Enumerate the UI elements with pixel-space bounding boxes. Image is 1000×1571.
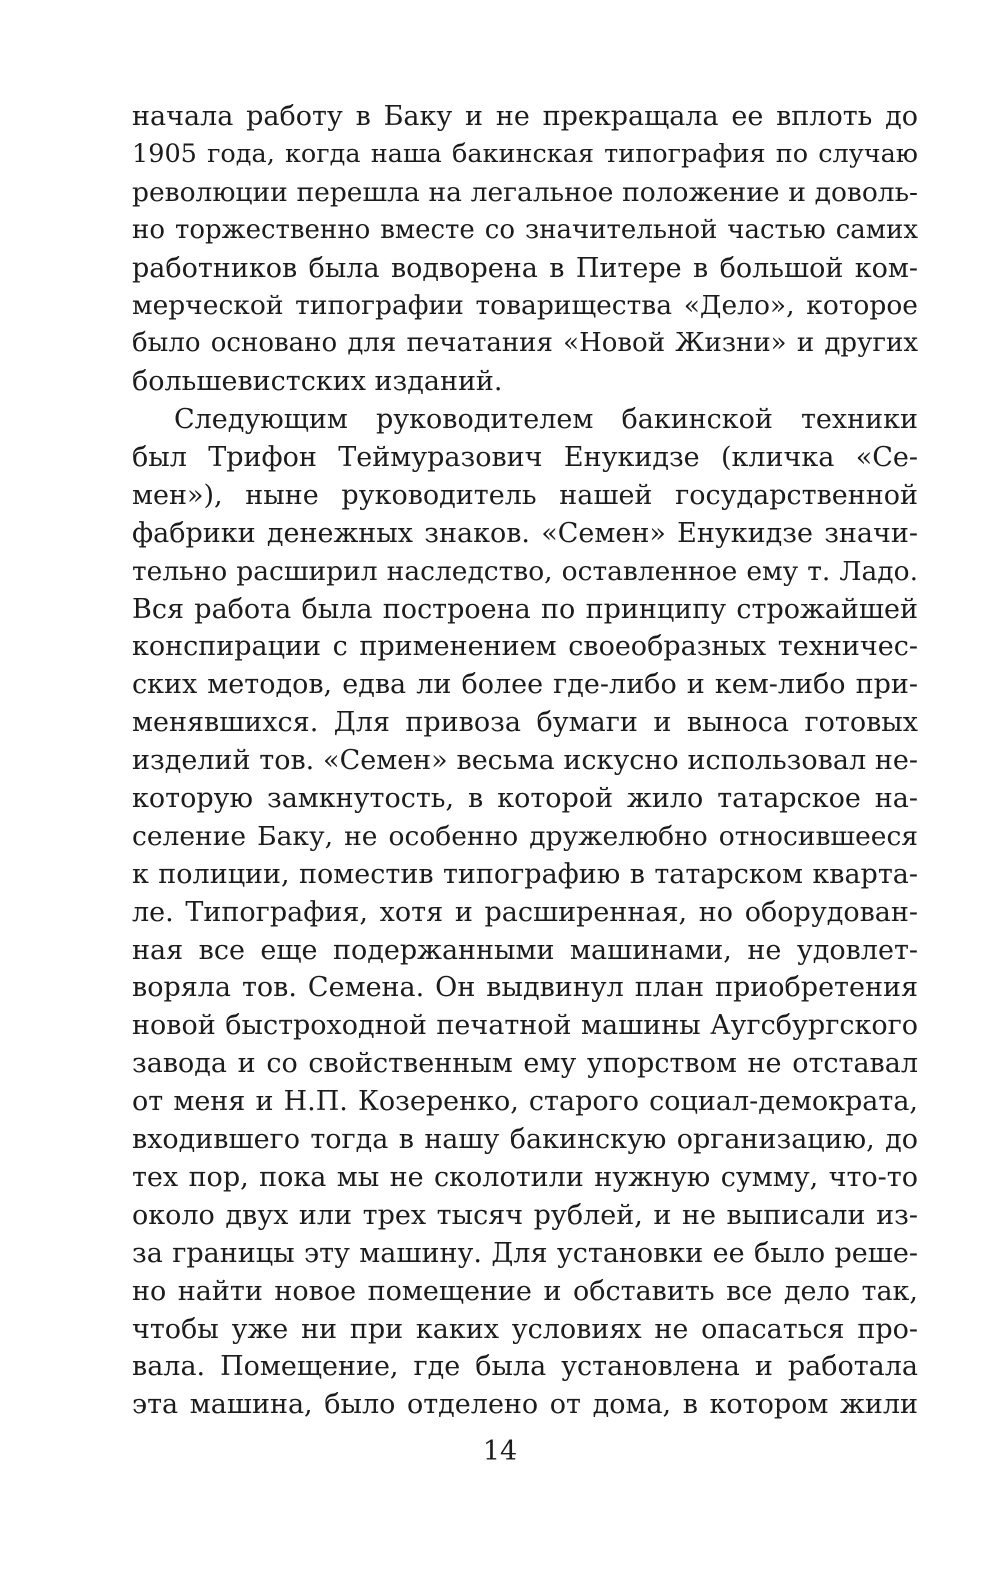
text-line: мерческой типографии товарищества «Дело», которое — [132, 290, 918, 322]
page-number: 14 — [482, 1436, 518, 1467]
text-line: конспирации с применением своеобразных техничес- — [132, 631, 918, 663]
text-line: но торжественно вместе со значительной частью самих — [132, 214, 918, 245]
text-line: 1905 года, когда наша бакинская типография по случаю — [132, 138, 918, 169]
paragraph-start-line: Следующим руководителем бакинской техники — [174, 404, 918, 436]
text-line: от меня и Н.П. Козеренко, старого социал-демократа, — [132, 1086, 918, 1118]
text-line: Вся работа была построена по принципу строжайшей — [132, 593, 918, 625]
page-body — [132, 98, 918, 1424]
text-line: входившего тогда в нашу бакинскую организацию, до — [132, 1124, 918, 1156]
text-line: завода и со свойственным ему упорством не отставал — [132, 1048, 918, 1080]
text-line: селение Баку, не особенно дружелюбно относившееся — [132, 820, 918, 852]
text-line: был Трифон Теймуразович Енукидзе (кличка «Се- — [132, 442, 918, 474]
text-line: тех пор, пока мы не сколотили нужную сумму, что-то — [132, 1161, 918, 1193]
text-line: чтобы уже ни при каких условиях не опасаться про- — [132, 1313, 918, 1345]
text-line: но найти новое помещение и обставить все дело так, — [132, 1275, 918, 1307]
text-line: работников была водворена в Питере в большой ком- — [132, 252, 918, 284]
text-line: которую замкнутость, в которой жило татарское на- — [132, 783, 918, 815]
text-line: ских методов, едва ли более где-либо и кем-либо при- — [132, 669, 918, 701]
text-line: воряла тов. Семена. Он выдвинул план приобретения — [132, 972, 918, 1004]
paragraph-end-line: большевистских изданий. — [132, 366, 503, 398]
text-line: фабрики денежных знаков. «Семен» Енукидзе значи- — [132, 517, 918, 549]
text-line: эта машина, было отделено от дома, в котором жили — [132, 1389, 918, 1421]
text-line: новой быстроходной печатной машины Аугсбургского — [132, 1010, 918, 1042]
text-line: вала. Помещение, где была установлена и работала — [132, 1351, 918, 1383]
text-line: революции перешла на легальное положение и доволь- — [132, 176, 918, 208]
text-line: изделий тов. «Семен» весьма искусно использовал не- — [132, 745, 918, 777]
text-line: мен»), ныне руководитель нашей государственной — [132, 479, 918, 511]
text-line: тельно расширил наследство, оставленное ему т. Ладо. — [132, 555, 918, 587]
text-line: около двух или трех тысяч рублей, и не выписали из- — [132, 1199, 918, 1231]
text-line: было основано для печатания «Новой Жизни» и других — [132, 328, 918, 359]
text-line: начала работу в Баку и не прекращала ее вплоть до — [132, 101, 918, 132]
text-line: к полиции, поместив типографию в татарском кварта- — [132, 858, 918, 890]
text-line: ле. Типография, хотя и расширенная, но оборудован- — [132, 896, 918, 928]
text-line: менявшихся. Для привоза бумаги и выноса готовых — [132, 707, 918, 739]
text-line: за границы эту машину. Для установки ее было реше- — [132, 1237, 918, 1269]
text-line: ная все еще подержанными машинами, не удовлет- — [132, 934, 918, 966]
